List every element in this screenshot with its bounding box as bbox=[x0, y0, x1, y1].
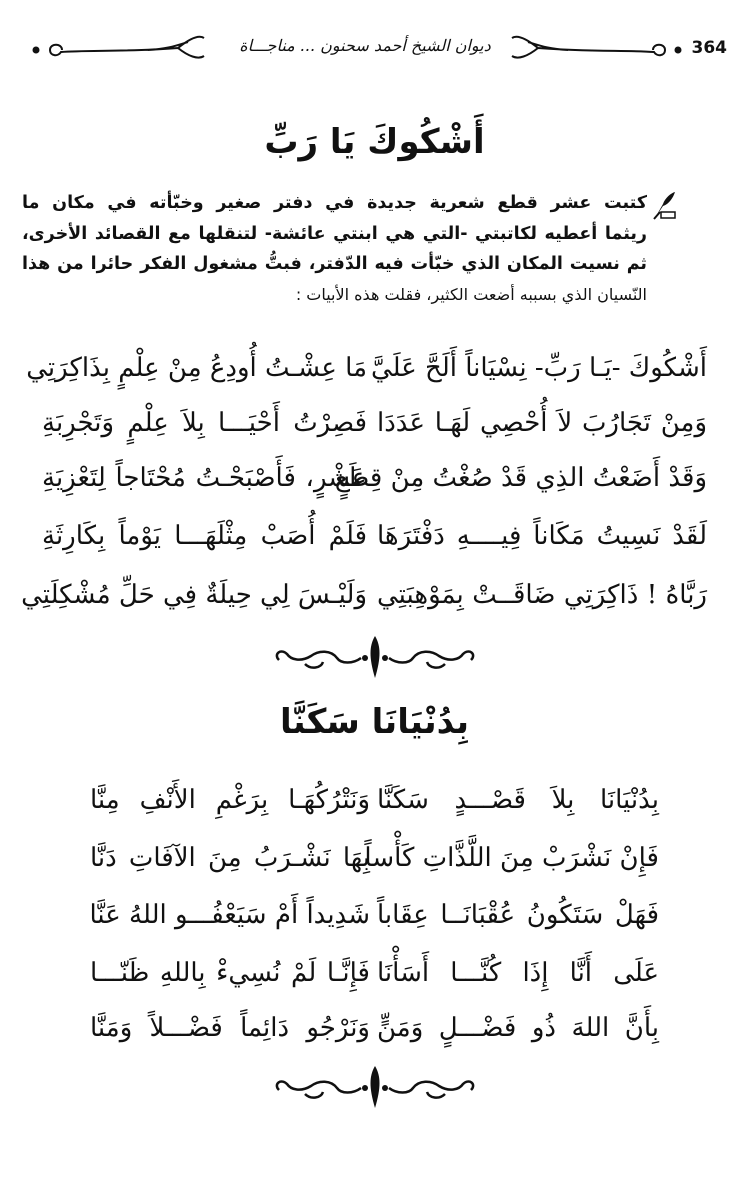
verse-second-hemistich: مَا عِشْـتُ أُودِعُ مِنْ عِلْمٍ بِذَاكِرَتِي bbox=[26, 353, 367, 383]
header-right-flourish-icon bbox=[508, 30, 684, 66]
verse-first-hemistich: لَقَدْ نَسِيتُ مَكَاناً فِيــــهِ دَفْتَرَهَا bbox=[377, 521, 707, 551]
verse-first-hemistich: أَشْكُوكَ -يَـا رَبِّ- نِسْيَاناً أَلَحَّ عَلَيَّ bbox=[370, 353, 707, 383]
verse-first-hemistich: بِدُنْيَانَا بِلاَ قَصْـــدٍ سَكَنَّا bbox=[377, 785, 659, 815]
intro-line: كتبت عشر قطع شعرية جديدة في دفتر صغير وخبّأته في مكان ما bbox=[22, 193, 647, 213]
verse-second-hemistich: شَدِيداً أَمْ سَيَعْفُـــو اللهُ عَنَّا bbox=[89, 900, 370, 930]
verse-second-hemistich: فَصِرْتُ أَحْيَـــا بِلاَ عِلْمٍ وَتَجْرِبَةِ bbox=[42, 408, 367, 438]
verse-second-hemistich: فَلَمْ أُصَبْ مِثْلَهَـــا يَوْماً بِكَارِثَةِ bbox=[42, 521, 367, 551]
ornamental-divider-icon bbox=[265, 632, 485, 682]
verse-first-hemistich: عَلَى أَنَّا إِذَا كُنَّـــا أَسَأْنَا bbox=[377, 958, 659, 988]
poem-2-title: بِدُنْيَانَا سَكَنَّا bbox=[279, 702, 470, 742]
header-left-flourish-icon bbox=[28, 30, 208, 66]
verse-second-hemistich: وَلَيْـسَ لِي حِيلَةٌ فِي حَلِّ مُشْكِلَتِي bbox=[21, 580, 367, 610]
intro-line: النّسيان الذي بسببه أضعت الكثير، فقلت هذه الأبيات : bbox=[295, 284, 647, 304]
quill-pen-icon bbox=[651, 190, 677, 220]
intro-line: ثم نسيت المكان الذي خبّأت فيه الدّفتر، فبتُّ مشغول الفكر حائرا من هذا bbox=[22, 254, 647, 274]
ornamental-divider-icon bbox=[265, 1062, 485, 1112]
poem-1-intro bbox=[22, 188, 647, 310]
verse-second-hemistich: وَنَرْجُو دَائِماً فَضْـــلاً وَمَنَّا bbox=[90, 1013, 370, 1043]
verse-second-hemistich: بِهَا نَشْـرَبُ مِنَ الآفَاتِ دَنَّا bbox=[90, 843, 370, 873]
running-title: ديوان الشيخ أحمد سحنون ... مناجـــاة bbox=[239, 36, 491, 55]
verse-first-hemistich: وَمِنْ تَجَارُبَ لاَ أُحْصِي لَهَـا عَدَدَا bbox=[377, 408, 707, 438]
intro-line: ريثما أعطيه لكاتبتي -التي هي ابنتي عائشة- لتنقلها مع القصائد الأخرى، bbox=[22, 223, 647, 244]
poem-1-title: أَشْكُوكَ يَا رَبِّ bbox=[264, 122, 485, 162]
verse-first-hemistich: وَقَدْ أَضَعْتُ الذِي قَدْ صُغْتُ مِنْ قِطَعٍ bbox=[334, 463, 707, 493]
verse-second-hemistich: فَإِنَّـا لَمْ نُسِيءْ بِاللهِ ظَنّـــا bbox=[90, 958, 370, 988]
verse-first-hemistich: فَهَلْ سَتَكُونُ عُقْبَانَــا عِقَاباً bbox=[377, 900, 659, 930]
verse-second-hemistich: عَشْرٍ، فَأَصْبَحْـتُ مُحْتَاجاً لِتَعْزِيَةِ bbox=[42, 463, 367, 493]
verse-first-hemistich: فَإِنْ نَشْرَبْ مِنَ اللَّذَّاتِ كَأْساً bbox=[364, 843, 659, 873]
verse-first-hemistich: رَبَّاهُ ! ذَاكِرَتِي ضَاقَــتْ بِمَوْهِبَتِي bbox=[377, 580, 707, 610]
page-number: 364 bbox=[691, 38, 727, 58]
verse-second-hemistich: وَنَتْرُكُهَـا بِرَغْمِ الأَنْفِ مِنَّا bbox=[90, 785, 370, 815]
verse-first-hemistich: بِأَنَّ اللهَ ذُو فَضْـــلٍ وَمَنٍّ bbox=[377, 1013, 659, 1043]
